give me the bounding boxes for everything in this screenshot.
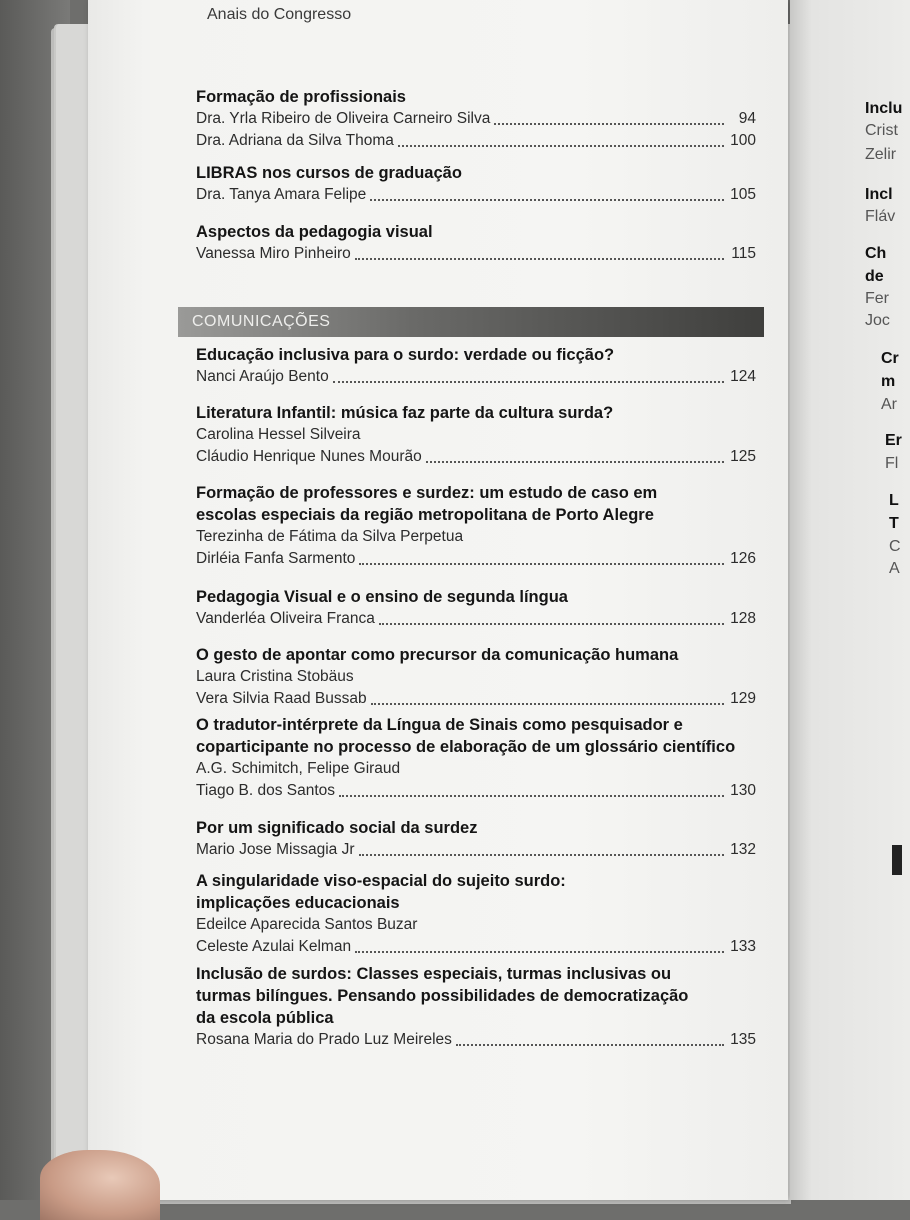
author-name: Cláudio Henrique Nunes Mourão xyxy=(196,448,422,465)
facing-page-text: Crist xyxy=(865,122,898,139)
facing-page-text: Inclu xyxy=(865,100,903,117)
facing-page-text: C xyxy=(889,538,901,555)
page-number: 128 xyxy=(730,610,756,627)
facing-page-text: Er xyxy=(885,432,902,449)
author-name: Vanderléa Oliveira Franca xyxy=(196,610,375,627)
toc-line xyxy=(196,130,756,152)
entry-title: Formação de profissionais xyxy=(196,88,406,106)
toc-line xyxy=(196,780,756,802)
toc-line xyxy=(196,243,756,265)
facing-page-dark-mark xyxy=(892,845,902,875)
toc-entry xyxy=(196,870,756,958)
dot-leader xyxy=(355,257,724,260)
facing-page-text: m xyxy=(881,373,896,390)
page-number: 125 xyxy=(730,448,756,465)
facing-page-text: T xyxy=(889,515,899,532)
dot-leader xyxy=(370,198,724,201)
entry-title: Pedagogia Visual e o ensino de segunda língua xyxy=(196,588,568,606)
toc-entry xyxy=(196,817,756,861)
facing-page-text: Ch xyxy=(865,245,887,262)
facing-page-text: Joc xyxy=(865,312,890,329)
toc-line xyxy=(196,688,756,710)
author-name: Vanessa Miro Pinheiro xyxy=(196,245,351,262)
author-name: Dra. Yrla Ribeiro de Oliveira Carneiro Silva xyxy=(196,110,491,127)
entry-title: O gesto de apontar como precursor da comunicação humana xyxy=(196,646,679,664)
author-name: Rosana Maria do Prado Luz Meireles xyxy=(196,1031,452,1048)
toc-line xyxy=(196,184,756,206)
author-name: Tiago B. dos Santos xyxy=(196,782,336,799)
author-name: Terezinha de Fátima da Silva Perpetua xyxy=(196,528,464,545)
toc-line xyxy=(196,1029,756,1051)
page-number: 94 xyxy=(738,110,756,127)
entry-title: Por um significado social da surdez xyxy=(196,819,478,837)
dot-leader xyxy=(359,562,724,565)
entry-title: A singularidade viso-espacial do sujeito surdo: implicações educacionais xyxy=(196,872,566,912)
dot-leader xyxy=(339,794,724,797)
author-name: Edeilce Aparecida Santos Buzar xyxy=(196,916,418,933)
facing-page-text: Zelir xyxy=(865,146,897,163)
facing-page-text: Cr xyxy=(881,350,899,367)
facing-page-text: Fer xyxy=(865,290,889,307)
dot-leader xyxy=(398,144,724,147)
dot-leader xyxy=(494,122,724,125)
toc-line xyxy=(196,548,756,570)
toc-line xyxy=(196,108,756,130)
author-name: Dra. Adriana da Silva Thoma xyxy=(196,132,394,149)
section-label: COMUNICAÇÕES xyxy=(192,313,331,330)
author-name: Laura Cristina Stobäus xyxy=(196,668,354,685)
facing-page-text: de xyxy=(865,268,884,285)
toc-line xyxy=(196,446,756,468)
toc-entry xyxy=(196,221,756,265)
author-name: Vera Silvia Raad Bussab xyxy=(196,690,367,707)
entry-title: Formação de professores e surdez: um estudo de caso em escolas especiais da região metropolitana de Porto Alegre xyxy=(196,484,658,524)
dot-leader xyxy=(333,380,724,383)
facing-page-text: L xyxy=(889,492,899,509)
author-name: Mario Jose Missagia Jr xyxy=(196,841,355,858)
toc-line xyxy=(196,608,756,630)
author-name: Celeste Azulai Kelman xyxy=(196,938,352,955)
facing-page xyxy=(790,0,910,1200)
toc-entry xyxy=(196,963,756,1051)
toc-entry xyxy=(196,344,756,388)
toc-line xyxy=(196,936,756,958)
toc-line xyxy=(196,366,756,388)
toc-entry xyxy=(196,402,756,468)
author-name: Dra. Tanya Amara Felipe xyxy=(196,186,367,203)
entry-title: Aspectos da pedagogia visual xyxy=(196,223,433,241)
page-number: 130 xyxy=(730,782,756,799)
toc-entry xyxy=(196,586,756,630)
dot-leader xyxy=(426,460,724,463)
toc-entry xyxy=(196,644,756,710)
page-number: 124 xyxy=(730,368,756,385)
author-name: Carolina Hessel Silveira xyxy=(196,426,361,443)
toc-entry xyxy=(196,714,756,802)
entry-title: Inclusão de surdos: Classes especiais, turmas inclusivas ou turmas bilíngues. Pensando possibilidades de democratização da escola pública xyxy=(196,965,689,1027)
toc-entry xyxy=(196,162,756,206)
section-header-bar xyxy=(178,307,764,337)
page-number: 132 xyxy=(730,841,756,858)
dot-leader xyxy=(355,950,724,953)
dot-leader xyxy=(456,1043,724,1046)
entry-title: O tradutor-intérprete da Língua de Sinais como pesquisador e coparticipante no processo de elaboração de um glossário científico xyxy=(196,716,736,756)
page-number: 126 xyxy=(730,550,756,567)
dot-leader xyxy=(379,622,724,625)
entry-title: LIBRAS nos cursos de graduação xyxy=(196,164,462,182)
running-head: Anais do Congresso xyxy=(207,6,352,23)
toc-line xyxy=(196,839,756,861)
facing-page-text: Ar xyxy=(881,396,897,413)
page-number: 100 xyxy=(730,132,756,149)
facing-page-text: Fláv xyxy=(865,208,896,225)
entry-title: Educação inclusiva para o surdo: verdade ou ficção? xyxy=(196,346,615,364)
page-number: 129 xyxy=(730,690,756,707)
toc-entry xyxy=(196,482,756,570)
author-name: A.G. Schimitch, Felipe Giraud xyxy=(196,760,401,777)
page-number: 105 xyxy=(730,186,756,203)
facing-page-text: Incl xyxy=(865,186,893,203)
author-name: Nanci Araújo Bento xyxy=(196,368,329,385)
facing-page-text: A xyxy=(889,560,900,577)
page-number: 115 xyxy=(731,245,756,262)
page-number: 135 xyxy=(730,1031,756,1048)
page-number: 133 xyxy=(730,938,756,955)
entry-title: Literatura Infantil: música faz parte da cultura surda? xyxy=(196,404,614,422)
toc-entry xyxy=(196,86,756,152)
dot-leader xyxy=(371,702,724,705)
dot-leader xyxy=(359,853,725,856)
facing-page-text: Fl xyxy=(885,455,899,472)
author-name: Dirléia Fanfa Sarmento xyxy=(196,550,356,567)
thumb xyxy=(40,1150,160,1220)
